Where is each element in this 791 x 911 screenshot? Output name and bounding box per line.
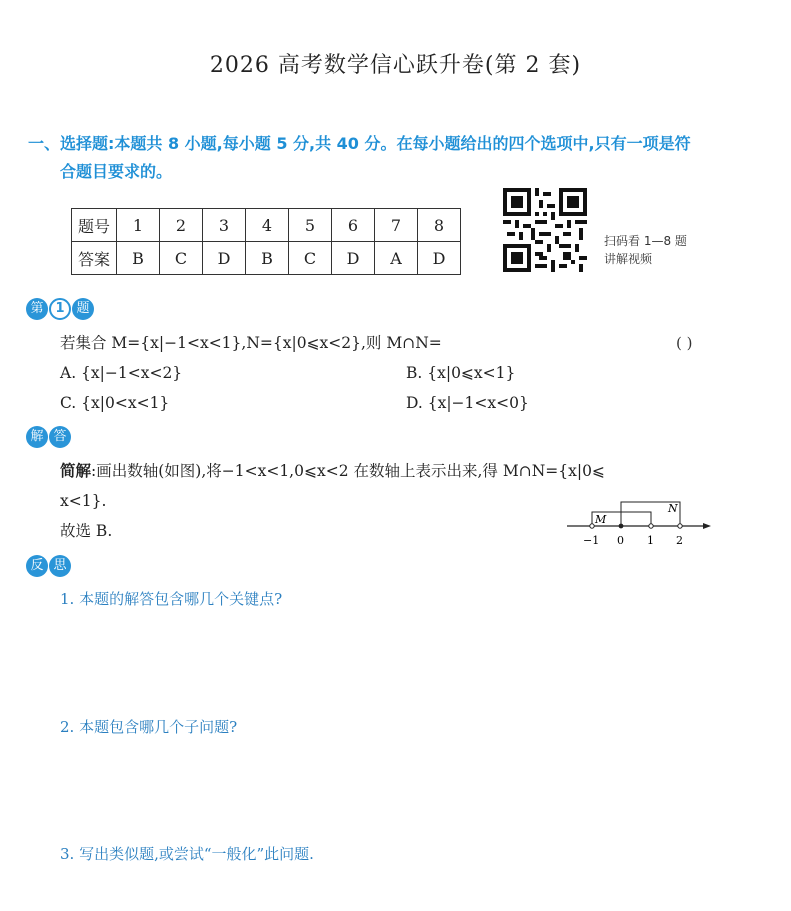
option-a: A. {x|−1<x<2} [60, 364, 183, 382]
page-title: 2026 高考数学信心跃升卷(第 2 套) [209, 53, 582, 78]
set-label-m: M [595, 513, 607, 526]
badge-char: 反 [26, 555, 48, 577]
solution-conclusion: 故选 B. [60, 522, 113, 540]
tick-label: 1 [647, 534, 654, 547]
table-cell: A [375, 242, 418, 275]
solution-label: 简解 [60, 461, 92, 480]
axis-arrow-icon [703, 523, 711, 529]
reflection-prompt-2: 2. 本题包含哪几个子问题? [60, 718, 238, 736]
section-heading [28, 130, 748, 186]
table-cell: C [289, 242, 332, 275]
table-cell: C [160, 242, 203, 275]
solution-line1: :画出数轴(如图),将−1<x<1,0⩽x<2 在数轴上表示出来,得 M∩N={x|0⩽ [91, 462, 605, 480]
open-point [649, 524, 653, 528]
option-d: D. {x|−1<x<0} [406, 394, 529, 412]
qr-caption [604, 232, 687, 268]
table-cell: 5 [289, 209, 332, 242]
option-b: B. {x|0⩽x<1} [406, 364, 516, 382]
table-cell: D [418, 242, 461, 275]
option-c: C. {x|0<x<1} [60, 394, 170, 412]
table-cell: 3 [203, 209, 246, 242]
badge-char: 思 [49, 555, 71, 577]
number-line-diagram [565, 498, 715, 550]
closed-point [619, 524, 624, 529]
badge-char: 第 [26, 298, 48, 320]
solution-text [60, 460, 732, 482]
table-cell: D [332, 242, 375, 275]
solution-badge [26, 426, 72, 448]
tick-label: 2 [676, 534, 683, 547]
table-cell: 7 [375, 209, 418, 242]
section-heading-line1: 一、选择题:本题共 8 小题,每小题 5 分,共 40 分。在每小题给出的四个选项中,只有一项是符 [28, 134, 691, 153]
table-cell: D [203, 242, 246, 275]
answer-parentheses: ( ) [676, 334, 693, 352]
qr-code-icon[interactable] [503, 188, 587, 272]
badge-number: 1 [49, 298, 71, 320]
tick-label: −1 [583, 534, 600, 547]
set-label-n: N [668, 502, 678, 515]
section-heading-line2: 合题目要求的。 [60, 162, 173, 181]
reflection-prompt-3: 3. 写出类似题,或尝试“一般化”此问题. [60, 845, 314, 863]
table-cell: 1 [117, 209, 160, 242]
reflection-prompt-1: 1. 本题的解答包含哪几个关键点? [60, 590, 283, 608]
table-row [72, 209, 461, 242]
question-badge [26, 298, 95, 320]
answer-table [71, 208, 461, 275]
table-cell: B [117, 242, 160, 275]
tick-label: 0 [617, 534, 624, 547]
table-cell: 2 [160, 209, 203, 242]
row-label-number: 题号 [72, 209, 117, 242]
badge-char: 答 [49, 426, 71, 448]
qr-caption-line2: 讲解视频 [604, 252, 653, 266]
qr-caption-line1: 扫码看 1—8 题 [604, 234, 687, 248]
reflection-badge [26, 555, 72, 577]
badge-char: 题 [72, 298, 94, 320]
solution-line2: x<1}. [60, 492, 107, 510]
table-cell: 4 [246, 209, 289, 242]
open-point [678, 524, 682, 528]
table-cell: 6 [332, 209, 375, 242]
badge-char: 解 [26, 426, 48, 448]
table-cell: B [246, 242, 289, 275]
table-cell: 8 [418, 209, 461, 242]
row-label-answer: 答案 [72, 242, 117, 275]
table-row [72, 242, 461, 275]
open-point [590, 524, 594, 528]
question-stem: 若集合 M={x|−1<x<1},N={x|0⩽x<2},则 M∩N= [60, 334, 442, 352]
